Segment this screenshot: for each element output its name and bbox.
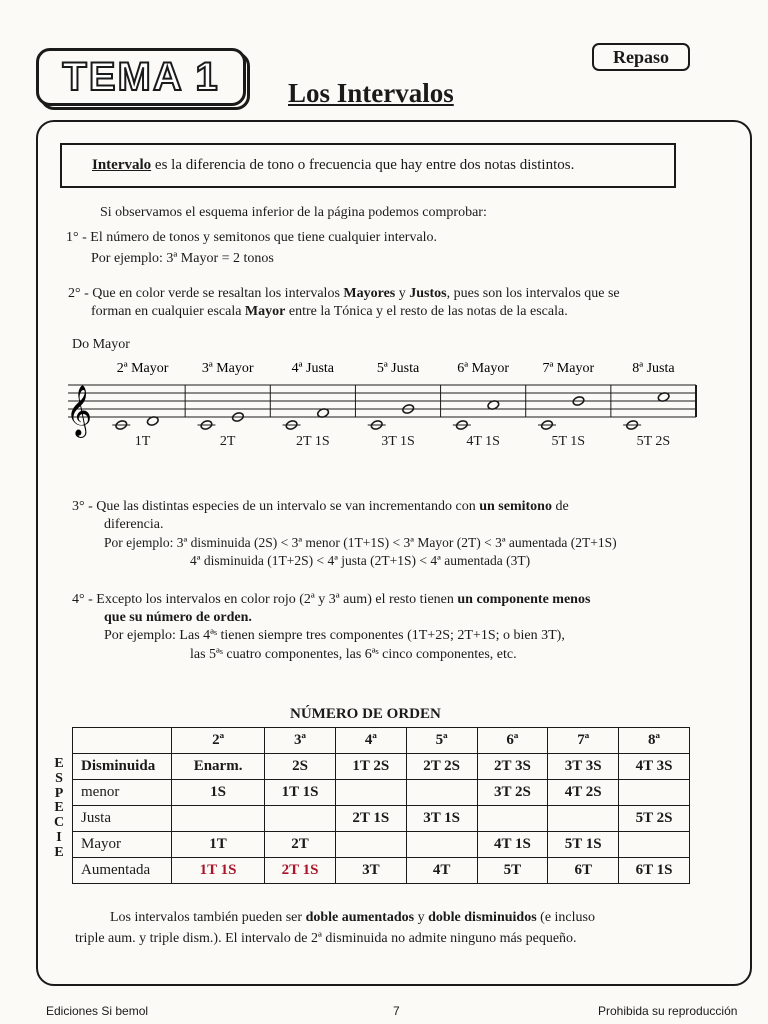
table-cell: 2T 2S	[406, 754, 477, 780]
table-row	[73, 780, 690, 806]
row-label: Disminuida	[73, 754, 172, 780]
row-label: Justa	[73, 806, 172, 832]
table-cell	[619, 780, 690, 806]
footer-page-number: 7	[393, 1004, 400, 1018]
table-cell: 6T 1S	[619, 858, 690, 884]
table-row	[73, 754, 690, 780]
point3-example2: 4ª disminuida (1T+2S) < 4ª justa (2T+1S) < 4ª aumentada (3T)	[190, 553, 531, 568]
table-cell: 1T	[172, 832, 265, 858]
table-cell: 6T	[548, 858, 619, 884]
interval-label: 7ª Mayor	[542, 361, 595, 376]
definition-term: Intervalo	[92, 157, 152, 173]
table-cell: 3T 1S	[406, 806, 477, 832]
table-cell	[172, 806, 265, 832]
interval-label: 8ª Justa	[632, 361, 675, 376]
scale-name: Do Mayor	[72, 337, 130, 352]
table-cell: 2T 1S	[265, 858, 336, 884]
point1-line1: 1° - El número de tonos y semitonos que tiene cualquier intervalo.	[66, 230, 438, 245]
column-header: 4ª	[335, 728, 406, 754]
table-cell: 2T 1S	[335, 806, 406, 832]
table-cell: 5T 2S	[619, 806, 690, 832]
tone-count-label: 5T 2S	[636, 434, 671, 449]
point4-example1: Por ejemplo: Las 4ªˢ tienen siempre tres componentes (1T+2S; 2T+1S; o bien 3T),	[104, 628, 565, 643]
point4-line2: que su número de orden.	[104, 610, 252, 625]
intro-text: Si observamos el esquema inferior de la página podemos comprobar:	[100, 205, 487, 220]
tone-count-label: 4T 1S	[466, 434, 500, 449]
especie-letter: S	[55, 770, 63, 786]
table-cell: 4T 3S	[619, 754, 690, 780]
table-cell: 1S	[172, 780, 265, 806]
point3-example1: Por ejemplo: 3ª disminuida (2S) < 3ª menor (1T+1S) < 3ª Mayor (2T) < 3ª aumentada (2T+1S)	[104, 535, 617, 550]
page-title: Los Intervalos	[288, 78, 454, 108]
table-cell	[265, 806, 336, 832]
table-cell: 3T 3S	[548, 754, 619, 780]
table-cell	[406, 780, 477, 806]
table-cell: 2T 3S	[477, 754, 548, 780]
column-header: 2ª	[172, 728, 265, 754]
especie-letter: E	[54, 800, 64, 816]
point2-line1: 2° - Que en color verde se resaltan los intervalos Mayores y Justos, pues son los intervalos que se	[68, 286, 620, 301]
table-cell: 2T	[265, 832, 336, 858]
table-cell: 2S	[265, 754, 336, 780]
point4-example2: las 5ªˢ cuatro componentes, las 6ªˢ cinco componentes, etc.	[190, 647, 517, 662]
tone-count-label: 3T 1S	[381, 434, 415, 449]
column-header: 5ª	[406, 728, 477, 754]
table-cell	[477, 806, 548, 832]
tema-badge	[36, 48, 246, 106]
table-cell: 4T 2S	[548, 780, 619, 806]
table-cell	[335, 832, 406, 858]
row-label: menor	[73, 780, 172, 806]
tone-count-label: 5T 1S	[551, 434, 586, 449]
footer-rights: Prohibida su reproducción	[598, 1004, 738, 1018]
row-label: Aumentada	[73, 858, 172, 884]
table-cell	[619, 832, 690, 858]
footer-publisher: Ediciones Si bemol	[46, 1004, 149, 1018]
especie-letter: P	[54, 785, 64, 801]
definition-text: es la diferencia de tono o frecuencia que hay entre dos notas distintos.	[151, 157, 575, 173]
point3-line1: 3° - Que las distintas especies de un intervalo se van incrementando con un semitono de	[72, 499, 569, 514]
table-cell: 1T 2S	[335, 754, 406, 780]
interval-label: 4ª Justa	[291, 361, 335, 376]
table-cell	[548, 806, 619, 832]
interval-label: 5ª Justa	[376, 361, 420, 376]
column-header: 3ª	[265, 728, 336, 754]
table-cell: 1T 1S	[265, 780, 336, 806]
tema-label: TEMA 1	[62, 54, 220, 99]
table-cell: 1T 1S	[172, 858, 265, 884]
table-cell: 5T 1S	[548, 832, 619, 858]
interval-label: 2ª Mayor	[116, 361, 169, 376]
table-row	[73, 806, 690, 832]
row-label: Mayor	[73, 832, 172, 858]
table-cell: 4T	[406, 858, 477, 884]
point2-line2: forman en cualquier escala Mayor entre la Tónica y el resto de las notas de la escala.	[91, 304, 568, 319]
especie-letter: E	[54, 756, 64, 771]
especie-letter: I	[56, 829, 62, 845]
tone-count-label: 1T	[134, 434, 151, 449]
table-row	[73, 832, 690, 858]
treble-clef-icon: 𝄞	[66, 385, 93, 436]
definition-box	[60, 143, 676, 188]
column-header: 7ª	[548, 728, 619, 754]
especie-letter: E	[54, 844, 64, 860]
table-cell: Enarm.	[172, 754, 265, 780]
column-header: 8ª	[619, 728, 690, 754]
table-row	[73, 858, 690, 884]
table-cell: 5T	[477, 858, 548, 884]
table-cell	[335, 780, 406, 806]
table-cell: 4T 1S	[477, 832, 548, 858]
table-cell: 3T 2S	[477, 780, 548, 806]
closing-line2: triple aum. y triple dism.). El intervalo de 2ª disminuida no admite ninguno más pequeño.	[75, 931, 577, 946]
tone-count-label: 2T 1S	[296, 434, 330, 449]
table-header-row	[73, 728, 690, 754]
table-cell	[406, 832, 477, 858]
interval-label: 3ª Mayor	[201, 361, 254, 376]
closing-line1: Los intervalos también pueden ser doble aumentados y doble disminuidos (e incluso	[110, 910, 595, 925]
point4-line1: 4° - Excepto los intervalos en color rojo (2ª y 3ª aum) el resto tienen un componente menos	[72, 592, 591, 607]
point3-line2: diferencia.	[104, 517, 164, 532]
point1-line2: Por ejemplo: 3ª Mayor = 2 tonos	[91, 251, 274, 266]
column-header: 6ª	[477, 728, 548, 754]
table-cell: 3T	[335, 858, 406, 884]
especie-side-label	[52, 757, 66, 861]
repaso-label: Repaso	[592, 43, 690, 71]
especie-letter: C	[53, 815, 65, 831]
tone-count-label: 2T	[219, 434, 236, 449]
table-corner-cell	[73, 728, 172, 754]
order-table	[72, 727, 690, 884]
table-title: NÚMERO DE ORDEN	[290, 706, 441, 722]
interval-label: 6ª Mayor	[457, 361, 509, 376]
